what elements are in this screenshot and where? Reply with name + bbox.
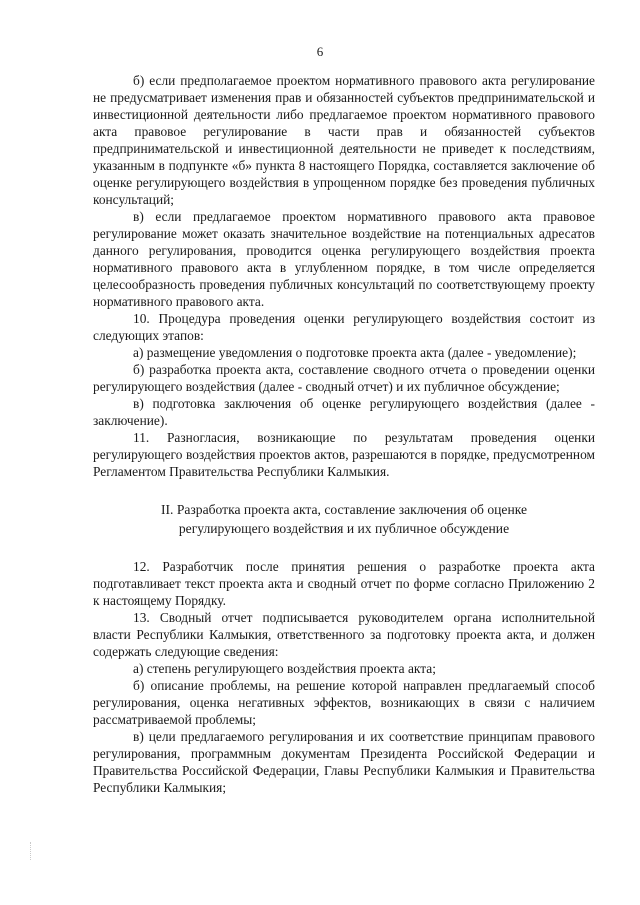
paragraph-10a: а) размещение уведомления о подготовке проекта акта (далее - уведомление); — [133, 345, 577, 360]
page-number: 6 — [316, 44, 324, 59]
paragraph-13a: а) степень регулирующего воздействия проекта акта; — [133, 661, 436, 676]
paragraph-9b: б) если предполагаемое проектом нормативного правового акта регулирование не предусматривает изменения прав и обязанностей субъектов предпринимательской и инвестиционной деятельности либо предлагаемое проектом нормативного правового акта правовое регулирование в части прав и обязанностей субъектов предпринимательской и инвестиционной деятельности не приведет к последствиям, указанным в подпункте «б» пункта 8 настоящего Порядка, составляется заключение об оценке регулирующего воздействия в упрощенном порядке без проведения публичных консультаций; — [93, 73, 595, 207]
paragraph-10b: б) разработка проекта акта, составление сводного отчета о проведении оценки регулирующего воздействия (далее - сводный отчет) и их публичное обсуждение; — [93, 362, 595, 394]
section-heading: II. Разработка проекта акта, составление заключения об оценке регулирующего воздействия и их публичное обсуждение — [160, 502, 528, 536]
paragraph-13: 13. Сводный отчет подписывается руководителем органа исполнительной власти Республики Калмыкия, ответственного за подготовку проекта акта, и должен содержать следующие сведения: — [93, 610, 595, 659]
paragraph-12: 12. Разработчик после принятия решения о разработке проекта акта подготавливает текст проекта акта и сводный отчет по форме согласно Приложению 2 к настоящему Порядку. — [93, 559, 595, 608]
paragraph-10v: в) подготовка заключения об оценке регулирующего воздействия (далее - заключение). — [93, 396, 595, 428]
paragraph-9v: в) если предлагаемое проектом нормативного правового акта правовое регулирование может оказать значительное воздействие на потенциальных адресатов данного регулирования, проводится оценка регулирующего воздействия проекта нормативного правового акта в углубленном порядке, в том числе определяется целесообразность проведения публичных консультаций по соответствующему проекту нормативного правового акта. — [93, 209, 595, 309]
paragraph-11: 11. Разногласия, возникающие по результатам проведения оценки регулирующего воздействия проектов актов, разрешаются в порядке, предусмотренном Регламентом Правительства Республики Калмыкия. — [93, 430, 595, 479]
document-body — [93, 72, 595, 796]
paragraph-13v: в) цели предлагаемого регулирования и их соответствие принципам правового регулирования, программным документам Президента Российской Федерации и Правительства Российской Федерации, Главы Республики Калмыкия и Правительства Республики Калмыкия; — [93, 729, 595, 795]
paragraph-10: 10. Процедура проведения оценки регулирующего воздействия состоит из следующих этапов: — [93, 311, 595, 343]
margin-mark — [30, 842, 33, 860]
paragraph-13b: б) описание проблемы, на решение которой направлен предлагаемый способ регулирования, оценка негативных эффектов, возникающих в связи с наличием рассматриваемой проблемы; — [93, 678, 595, 727]
